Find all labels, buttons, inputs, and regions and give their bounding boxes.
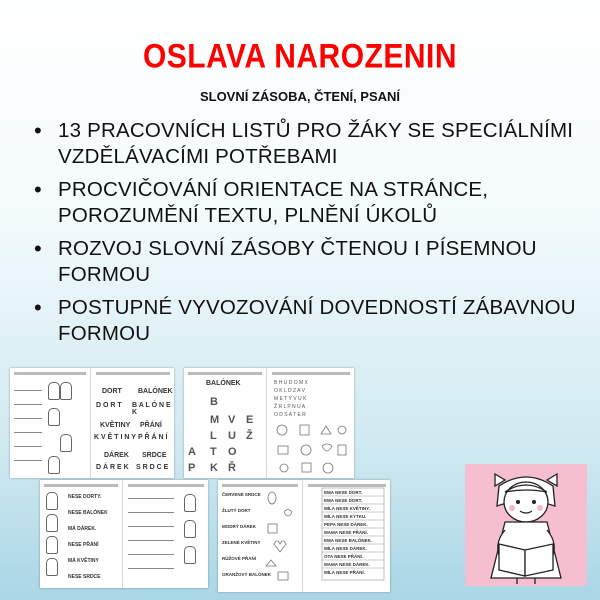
girl-reading-illustration xyxy=(465,464,587,586)
svg-text:B H U D O M X: B H U D O M X xyxy=(274,380,308,386)
child-figure-icon xyxy=(184,520,196,538)
letter: Ř xyxy=(228,462,236,474)
child-figure-icon xyxy=(46,558,58,576)
word-label: BALÓNEK xyxy=(206,380,241,387)
sentence-cell: MÍLA NESE PŘÁNÍ. xyxy=(324,570,365,575)
worksheet-page xyxy=(92,368,174,478)
bullet-icon: • xyxy=(34,118,42,143)
svg-text:Ž R L P N U A: Ž R L P N U A xyxy=(274,404,306,410)
feature-text: PROCVIČOVÁNÍ ORIENTACE NA STRÁNCE, POROZUMĚNÍ TEXTU, PLNĚNÍ ÚKOLŮ xyxy=(58,178,489,227)
sentence-cell: OTA NESE PŘÁNÍ. xyxy=(324,554,364,559)
text-line xyxy=(128,526,174,527)
worksheet-page xyxy=(10,368,91,478)
child-figure-icon xyxy=(60,434,72,452)
worksheet-page xyxy=(304,480,390,592)
text-line xyxy=(128,498,174,499)
worksheet-header xyxy=(44,484,118,487)
text-line xyxy=(128,554,174,555)
child-figure-icon xyxy=(46,536,58,554)
sentence-line: MÁ KVĚTINY xyxy=(68,558,99,564)
sentence-cell: PEPA NESE DÁREK. xyxy=(324,522,368,527)
color-instruction: ČERVENÉ SRDCE xyxy=(222,492,261,497)
letter-row: K V Ě T I N Y xyxy=(94,434,136,441)
sentence-line: NESE PŘÁNÍ xyxy=(68,542,99,548)
worksheet-header xyxy=(96,372,170,375)
letter: A xyxy=(188,446,196,458)
child-figure-icon xyxy=(60,382,72,400)
letter: T xyxy=(210,446,217,458)
feature-text: ROZVOJ SLOVNÍ ZÁSOBY ČTENOU I PÍSEMNOU FORMOU xyxy=(58,237,537,286)
sentence-line: MÁ DÁREK. xyxy=(68,526,97,532)
worksheet-page xyxy=(40,480,123,588)
sentence-line: NESE DORTY. xyxy=(68,494,102,500)
sentence-cell: MAMA NESE DÁREK. xyxy=(324,562,370,567)
text-line xyxy=(14,390,42,391)
sentence-line: NESE BALÓNEK xyxy=(68,510,108,516)
text-line xyxy=(128,568,174,569)
child-figure-icon xyxy=(48,382,60,400)
feature-item xyxy=(28,295,588,347)
worksheet-header xyxy=(128,484,204,487)
letter: P xyxy=(188,462,196,474)
svg-text:O D S A T E R: O D S A T E R xyxy=(274,412,306,418)
feature-item xyxy=(28,236,588,288)
worksheet-page xyxy=(124,480,208,588)
text-line xyxy=(128,512,174,513)
letter: M xyxy=(210,414,220,426)
child-figure-icon xyxy=(48,456,60,474)
text-line xyxy=(14,432,42,433)
worksheet-page xyxy=(218,480,303,592)
letter-row: S R D C E xyxy=(136,464,169,471)
feature-text: POSTUPNÉ VYVOZOVÁNÍ DOVEDNOSTÍ ZÁBAVNOU FORMOU xyxy=(58,296,576,345)
letter-row: P Ř Á N Í xyxy=(138,434,168,441)
text-line xyxy=(14,418,42,419)
color-instruction: MODRÝ DÁREK xyxy=(222,524,257,529)
word-label: PŘÁNÍ xyxy=(140,422,162,429)
worksheet-page xyxy=(184,368,267,478)
sentence-cell: MAMA NESE PŘÁNÍ. xyxy=(324,530,368,535)
worksheet-preview-4 xyxy=(218,480,390,592)
worksheet-preview-2 xyxy=(184,368,354,478)
feature-item xyxy=(28,118,588,170)
word-label: SRDCE xyxy=(142,452,167,459)
child-figure-icon xyxy=(48,408,60,426)
bullet-icon: • xyxy=(34,177,42,202)
color-instruction: RŮŽOVÉ PŘÁNÍ xyxy=(222,556,257,561)
letter: U xyxy=(228,430,236,442)
page-subtitle: SLOVNÍ ZÁSOBA, ČTENÍ, PSANÍ xyxy=(199,89,401,104)
letter: Ž xyxy=(246,430,253,442)
sentence-cell: MÍLA NESE DÁREK. xyxy=(324,546,367,551)
letter: O xyxy=(228,446,237,458)
bullet-icon: • xyxy=(34,295,42,320)
child-figure-icon xyxy=(184,494,196,512)
sentence-cell: MÍLA NESE KYTKU. xyxy=(324,514,367,519)
letter-row: D Á R E K xyxy=(96,464,129,471)
letter-row: B A L Ó N E K xyxy=(132,402,171,416)
text-line xyxy=(14,460,42,461)
worksheet-header xyxy=(14,372,86,375)
letter: L xyxy=(210,430,217,442)
child-figure-icon xyxy=(46,492,58,510)
word-label: KVĚTINY xyxy=(100,422,131,429)
page-title: OSLAVA NAROZENIN xyxy=(142,37,458,76)
color-instruction: ŽLUTÝ DORT xyxy=(222,508,251,513)
worksheet-preview-3 xyxy=(40,480,208,588)
svg-text:O K L D Z A V: O K L D Z A V xyxy=(274,388,305,394)
worksheet-preview-1 xyxy=(10,368,174,478)
sentence-grid-drawing xyxy=(304,480,390,592)
letter: V xyxy=(228,414,236,426)
letter: B xyxy=(210,396,218,408)
color-instruction: ORANŽOVÝ BALÓNEK xyxy=(222,572,272,577)
sentence-cell: MÍLA NESE KVĚTINY. xyxy=(324,506,370,511)
letter-row: D O R T xyxy=(96,402,122,409)
feature-list xyxy=(28,118,588,354)
sentence-cell: EMA NESE DORT. xyxy=(324,498,363,503)
sentence-line: NESE SRDCE xyxy=(68,574,101,580)
party-items-drawing xyxy=(218,480,302,592)
text-line xyxy=(128,540,174,541)
sentence-cell: EMA NESE DORT. xyxy=(324,490,363,495)
child-figure-icon xyxy=(46,514,58,532)
feature-item xyxy=(28,177,588,229)
letter: K xyxy=(210,462,218,474)
word-label: DORT xyxy=(102,388,122,395)
feature-text: 13 PRACOVNÍCH LISTŮ PRO ŽÁKY SE SPECIÁLNÍMI VZDĚLÁVACÍMI POTŘEBAMI xyxy=(58,119,574,168)
worksheet-header xyxy=(188,372,262,375)
word-label: DÁREK xyxy=(104,452,129,459)
letter: E xyxy=(246,414,254,426)
child-figure-icon xyxy=(184,546,196,564)
worksheet-page xyxy=(268,368,354,478)
text-line xyxy=(14,446,42,447)
word-label: BALÓNEK xyxy=(138,388,173,395)
text-line xyxy=(14,404,42,405)
sentence-cell: EMA NESE BALÓNEK. xyxy=(324,538,373,543)
letter-grid-drawing xyxy=(268,368,354,478)
svg-text:M E T Ý V U K: M E T Ý V U K xyxy=(274,396,307,402)
color-instruction: ZELENÉ KVĚTINY xyxy=(222,540,261,545)
girl-reading-icon xyxy=(465,464,587,586)
bullet-icon: • xyxy=(34,236,42,261)
